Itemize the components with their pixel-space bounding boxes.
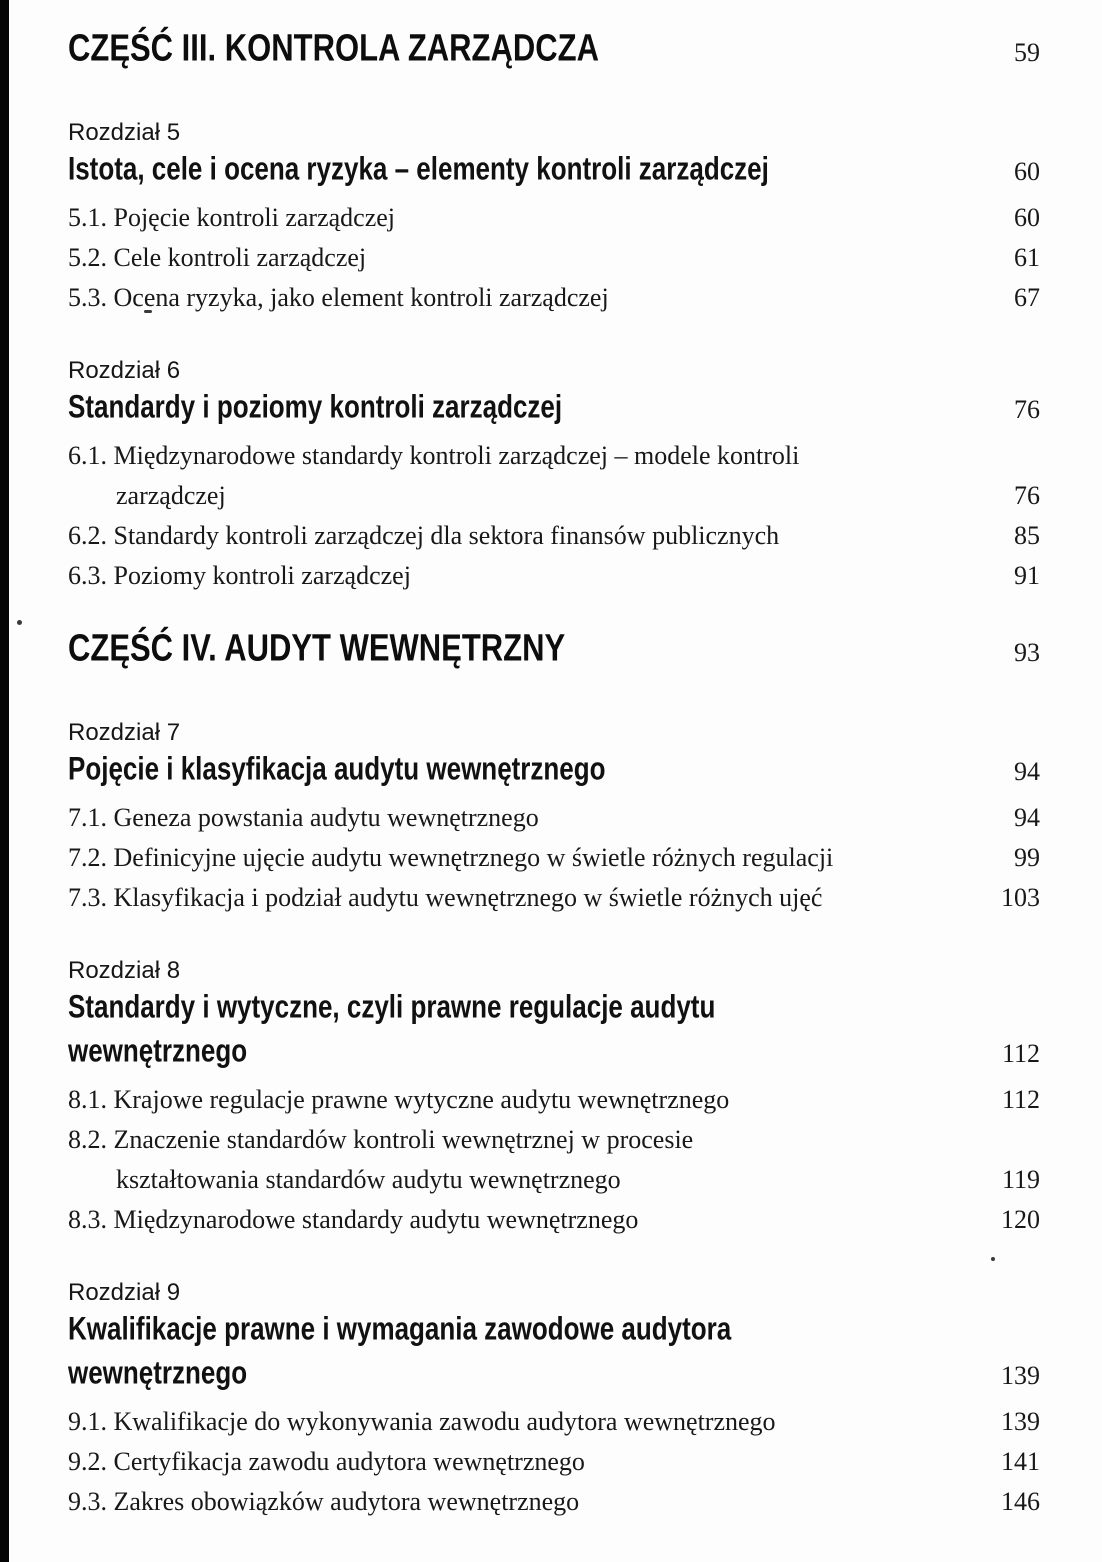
toc-entry-continuation-row [68, 479, 1040, 512]
page-number: 76 [1014, 395, 1040, 424]
toc-entry: 5.1. Pojęcie kontroli zarządczej [68, 203, 396, 232]
toc-part-heading: CZĘŚĆ III. KONTROLA ZARZĄDCZA [68, 26, 599, 69]
toc-entry-row [68, 1123, 1040, 1156]
toc-chapter-title-continuation: wewnętrznego [68, 1031, 248, 1069]
page-number: 94 [1014, 803, 1040, 832]
page-number: 139 [1001, 1407, 1040, 1436]
toc-chapter-title: Pojęcie i klasyfikacja audytu wewnętrznego [68, 749, 606, 787]
page-number: 67 [1014, 283, 1040, 312]
toc-entry-row [68, 559, 1040, 592]
toc-entry-row [68, 1445, 1040, 1478]
toc-part-heading-row [68, 628, 1040, 676]
toc-entry: 6.2. Standardy kontroli zarządczej dla sektora finansów publicznych [68, 521, 780, 550]
toc-entry: 8.2. Znaczenie standardów kontroli wewnętrznej w procesie [68, 1125, 694, 1154]
toc-entry-row [68, 841, 1040, 874]
toc-chapter-label: Rozdział 8 [68, 957, 181, 984]
toc-entry: 6.3. Poziomy kontroli zarządczej [68, 561, 411, 590]
toc-entry-row [68, 281, 1040, 314]
toc-entry-row [68, 439, 1040, 472]
toc-entry-row [68, 1203, 1040, 1236]
toc-entry: 7.1. Geneza powstania audytu wewnętrznego [68, 803, 539, 832]
toc-entry: 5.3. Ocena ryzyka, jako element kontroli zarządczej [68, 283, 609, 312]
toc-chapter-label: Rozdział 5 [68, 119, 181, 146]
toc-entry: 6.1. Międzynarodowe standardy kontroli zarządczej – modele kontroli [68, 441, 800, 470]
page-number: 112 [1001, 1039, 1040, 1068]
toc-part-heading-row [68, 28, 1040, 76]
toc-chapter-title-row [68, 388, 1040, 431]
toc-entry: 9.2. Certyfikacja zawodu audytora wewnętrznego [68, 1447, 585, 1476]
toc-chapter-title: Istota, cele i ocena ryzyka – elementy kontroli zarządczej [68, 149, 769, 187]
page-number: 85 [1014, 521, 1040, 550]
toc-entry-continuation-row [68, 1163, 1040, 1196]
toc-entry: 8.3. Międzynarodowe standardy audytu wewnętrznego [68, 1205, 639, 1234]
toc-entry: 9.3. Zakres obowiązków audytora wewnętrznego [68, 1487, 580, 1516]
page-number: 112 [1001, 1085, 1040, 1114]
toc-entry-row [68, 801, 1040, 834]
toc-part-heading: CZĘŚĆ IV. AUDYT WEWNĘTRZNY [68, 626, 566, 669]
toc-chapter-title-continuation-row [68, 1032, 1040, 1075]
toc-chapter-label: Rozdział 6 [68, 357, 181, 384]
toc-chapter-title: Kwalifikacje prawne i wymagania zawodowe audytora [68, 1309, 732, 1347]
toc-chapter-title-row [68, 150, 1040, 193]
toc-chapter-title: Standardy i wytyczne, czyli prawne regulacje audytu [68, 987, 716, 1025]
toc-entry-continuation: kształtowania standardów audytu wewnętrznego [116, 1165, 621, 1194]
toc-chapter-title-continuation-row [68, 1354, 1040, 1397]
toc-entry: 7.2. Definicyjne ujęcie audytu wewnętrznego w świetle różnych regulacji [68, 843, 834, 872]
toc-entry-row [68, 1083, 1040, 1116]
page-number: 60 [1014, 203, 1040, 232]
toc-entry-row [68, 241, 1040, 274]
page-number: 76 [1014, 481, 1040, 510]
toc-entry: 5.2. Cele kontroli zarządczej [68, 243, 367, 272]
toc-chapter-title: Standardy i poziomy kontroli zarządczej [68, 387, 563, 425]
toc-entry-row [68, 201, 1040, 234]
toc-entry: 8.1. Krajowe regulacje prawne wytyczne audytu wewnętrznego [68, 1085, 730, 1114]
page-number: 146 [1001, 1487, 1040, 1516]
page-number: 61 [1014, 243, 1040, 272]
toc-chapter-title-row [68, 750, 1040, 793]
page-number: 120 [1001, 1205, 1040, 1234]
page-number: 91 [1014, 561, 1040, 590]
page-number: 141 [1001, 1447, 1040, 1476]
toc-entry-row [68, 881, 1040, 914]
page-number: 103 [1001, 883, 1040, 912]
toc-entry-row [68, 519, 1040, 552]
toc-chapter-label: Rozdział 9 [68, 1279, 181, 1306]
page-number: 94 [1014, 757, 1040, 786]
page-number: 93 [1014, 638, 1040, 667]
toc-entry-continuation: zarządczej [116, 481, 226, 510]
toc-entry: 9.1. Kwalifikacje do wykonywania zawodu audytora wewnętrznego [68, 1407, 776, 1436]
page-number: 139 [1001, 1361, 1040, 1390]
page-number: 119 [1001, 1165, 1040, 1194]
toc-chapter-title-continuation: wewnętrznego [68, 1353, 248, 1391]
page-number: 59 [1014, 38, 1040, 67]
toc-chapter-label: Rozdział 7 [68, 719, 181, 746]
toc-entry: 7.3. Klasyfikacja i podział audytu wewnętrznego w świetle różnych ujęć [68, 883, 823, 912]
page-number: 99 [1014, 843, 1040, 872]
toc-entry-row [68, 1405, 1040, 1438]
toc-entry-row [68, 1485, 1040, 1518]
page-number: 60 [1014, 157, 1040, 186]
